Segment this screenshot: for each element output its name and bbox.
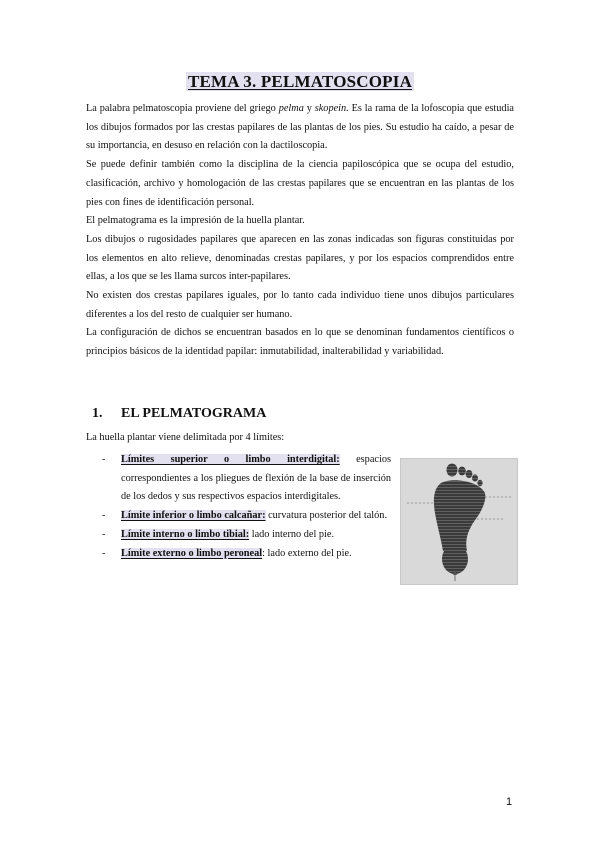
page-title (0, 72, 600, 92)
paragraph-3: El pelmatograma es la impresión de la huella plantar. (86, 215, 305, 227)
paragraph-1-text-e: Es la rama de la lofoscopia que estudia los dibujos formados por las crestas papilares de las plantas de los pies. Su estudio ha caído, a pesar de su importancia, en desuso en relación con la dactiloscopia. (86, 103, 514, 152)
page-number: 1 (506, 796, 513, 808)
list-desc: : lado externo del pie. (262, 547, 352, 559)
term-skopein: skopein. (314, 103, 349, 114)
footprint-image (400, 458, 518, 585)
list-dash: - (102, 528, 106, 540)
list-desc: lado interno del pie. (249, 528, 335, 540)
list-desc: curvatura posterior del talón. (265, 510, 388, 522)
list-dash: - (102, 547, 106, 559)
section-heading (92, 406, 266, 422)
paragraph-4: Los dibujos o rugosidades papilares que aparecen en las zonas indicadas son figuras constituidas por los elementos en alto relieve, denominadas crestas papilares, y por los espacios comprendidos entre ellas, a los que se les llama surcos inter-papilares. (86, 233, 514, 283)
section-number: 1. (92, 406, 103, 421)
list-term: Límite inferior o limbo calcañar: (121, 510, 266, 522)
list-item (100, 545, 391, 564)
paragraph-1-text-c: y (303, 103, 315, 114)
list-item (100, 507, 391, 526)
paragraph-2: Se puede definir también como la disciplina de la ciencia papiloscópica que se ocupa del estudio, clasificación, archivo y homologación de las crestas papilares que se encuentran en las plantas de los pies con fines de identificación personal. (86, 159, 514, 208)
list-item (100, 451, 391, 507)
list-term: Límite interno o limbo tibial: (121, 528, 250, 540)
paragraph-6: La configuración de dichos se encuentran basados en lo que se denominan fundamentos científicos o principios básicos de la identidad papilar: inmutabilidad, inalterabilidad y variabilidad. (86, 327, 514, 358)
list-desc: espacios correspondientes a los pliegues de flexión de la base de inserción de los dedos y sus respectivos espacios interdigitales. (121, 454, 391, 503)
list-item (100, 526, 391, 545)
paragraph-1-text-a: La palabra pelmatoscopia proviene del griego (86, 103, 279, 114)
list-dash: - (102, 454, 106, 465)
list-term: Límites superior o limbo interdigital: (121, 454, 340, 465)
list-dash: - (102, 510, 106, 522)
footprint-illustration (401, 459, 517, 584)
section-intro: La huella plantar viene delimitada por 4 límites: (86, 432, 285, 443)
list-term: Límite externo o limbo peroneal (121, 547, 263, 559)
section-title: EL PELMATOGRAMA (121, 406, 267, 421)
paragraph-1 (86, 100, 514, 156)
page-title-text: TEMA 3. PELMATOSCOPIA (187, 72, 413, 91)
paragraph-5: No existen dos crestas papilares iguales, por lo tanto cada individuo tiene unos dibujos particulares diferentes a los del resto de cualquier ser humano. (86, 290, 514, 320)
limits-list (100, 451, 391, 563)
term-pelma: pelma (278, 103, 304, 114)
body-text (86, 100, 514, 362)
